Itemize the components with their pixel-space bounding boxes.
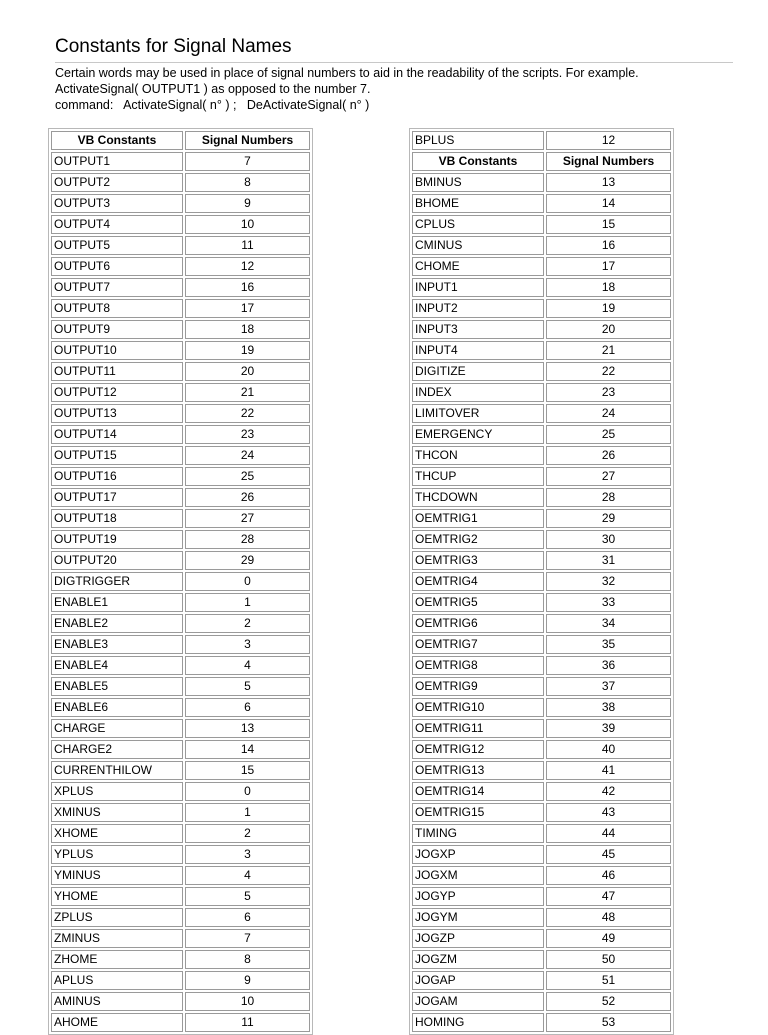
signal-number-cell: 30: [546, 530, 671, 549]
title-divider: [55, 62, 733, 63]
signal-number-cell: 15: [546, 215, 671, 234]
constant-name-cell: OEMTRIG5: [412, 593, 544, 612]
constant-name-cell: DIGITIZE: [412, 362, 544, 381]
table-row: [412, 740, 671, 759]
signal-number-cell: 44: [546, 824, 671, 843]
table-row: [412, 950, 671, 969]
signal-number-cell: 3: [185, 635, 310, 654]
table-row: [51, 488, 310, 507]
table-row: [51, 446, 310, 465]
constant-name-cell: THCDOWN: [412, 488, 544, 507]
signal-number-cell: 18: [546, 278, 671, 297]
table-row: [412, 236, 671, 255]
table-row: [51, 677, 310, 696]
signal-number-cell: 4: [185, 866, 310, 885]
constant-name-cell: ZMINUS: [51, 929, 183, 948]
constant-name-cell: CURRENTHILOW: [51, 761, 183, 780]
signal-number-cell: 46: [546, 866, 671, 885]
table-row: [51, 1013, 310, 1032]
table-row: [51, 467, 310, 486]
constant-name-cell: ENABLE6: [51, 698, 183, 717]
constant-name-cell: JOGZM: [412, 950, 544, 969]
table-row: [412, 803, 671, 822]
constant-name-cell: JOGYM: [412, 908, 544, 927]
signal-number-cell: 26: [185, 488, 310, 507]
signal-number-cell: 24: [185, 446, 310, 465]
signal-number-cell: 41: [546, 761, 671, 780]
constant-name-cell: OUTPUT3: [51, 194, 183, 213]
signal-table-right: [409, 128, 674, 1035]
signal-number-cell: 23: [546, 383, 671, 402]
constant-name-cell: THCON: [412, 446, 544, 465]
table-row: [51, 299, 310, 318]
constant-name-cell: INPUT3: [412, 320, 544, 339]
constant-name-cell: LIMITOVER: [412, 404, 544, 423]
table-row: [51, 761, 310, 780]
signal-number-cell: 22: [185, 404, 310, 423]
signal-number-cell: 8: [185, 950, 310, 969]
constant-name-cell: CHARGE2: [51, 740, 183, 759]
signal-number-cell: 9: [185, 194, 310, 213]
table-row: [412, 1013, 671, 1032]
constant-name-cell: CHARGE: [51, 719, 183, 738]
constant-name-cell: XMINUS: [51, 803, 183, 822]
signal-number-cell: 27: [185, 509, 310, 528]
signal-number-cell: 20: [546, 320, 671, 339]
table-row: [51, 719, 310, 738]
constant-name-cell: BHOME: [412, 194, 544, 213]
table-header-row: [51, 131, 310, 150]
constant-name-cell: OEMTRIG4: [412, 572, 544, 591]
table-header-row: [412, 152, 671, 171]
signal-number-cell: 5: [185, 887, 310, 906]
constant-name-cell: OEMTRIG15: [412, 803, 544, 822]
signal-number-cell: 14: [185, 740, 310, 759]
constant-name-cell: OEMTRIG1: [412, 509, 544, 528]
table-row: [412, 845, 671, 864]
signal-number-cell: 14: [546, 194, 671, 213]
intro-paragraph: [55, 65, 745, 113]
signal-number-cell: 4: [185, 656, 310, 675]
constant-name-cell: OEMTRIG13: [412, 761, 544, 780]
constant-name-cell: JOGYP: [412, 887, 544, 906]
header-signal-numbers: Signal Numbers: [546, 152, 671, 171]
signal-number-cell: 5: [185, 677, 310, 696]
signal-number-cell: 25: [185, 467, 310, 486]
constant-name-cell: YMINUS: [51, 866, 183, 885]
table-row: [412, 257, 671, 276]
table-row: [51, 320, 310, 339]
constant-name-cell: INPUT4: [412, 341, 544, 360]
constant-name-cell: OUTPUT8: [51, 299, 183, 318]
table-row: [412, 362, 671, 381]
signal-number-cell: 52: [546, 992, 671, 1011]
signal-number-cell: 17: [185, 299, 310, 318]
signal-number-cell: 42: [546, 782, 671, 801]
table-row: [412, 761, 671, 780]
table-row: [51, 803, 310, 822]
table-row: [412, 635, 671, 654]
signal-number-cell: 3: [185, 845, 310, 864]
table-row: [51, 152, 310, 171]
signal-number-cell: 28: [546, 488, 671, 507]
constant-name-cell: OEMTRIG6: [412, 614, 544, 633]
table-row: [51, 992, 310, 1011]
table-row: [51, 278, 310, 297]
signal-number-cell: 11: [185, 236, 310, 255]
table-row: [51, 929, 310, 948]
intro-line: command: ActivateSignal( n° ) ; DeActivateSignal( n° ): [55, 98, 370, 112]
constant-name-cell: OUTPUT12: [51, 383, 183, 402]
signal-number-cell: 7: [185, 929, 310, 948]
constant-name-cell: JOGXM: [412, 866, 544, 885]
constant-name-cell: OUTPUT10: [51, 341, 183, 360]
signal-number-cell: 31: [546, 551, 671, 570]
constant-name-cell: OUTPUT18: [51, 509, 183, 528]
signal-number-cell: 51: [546, 971, 671, 990]
header-vb-constants: VB Constants: [51, 131, 183, 150]
table-row: [412, 341, 671, 360]
table-row: [412, 173, 671, 192]
table-row: [412, 971, 671, 990]
constant-name-cell: OEMTRIG8: [412, 656, 544, 675]
signal-number-cell: 8: [185, 173, 310, 192]
constant-name-cell: OUTPUT9: [51, 320, 183, 339]
constant-name-cell: AHOME: [51, 1013, 183, 1032]
signal-number-cell: 37: [546, 677, 671, 696]
signal-number-cell: 28: [185, 530, 310, 549]
intro-line: Certain words may be used in place of signal numbers to aid in the readability of the scripts. For example.: [55, 66, 639, 80]
table-row: [412, 719, 671, 738]
constant-name-cell: OEMTRIG11: [412, 719, 544, 738]
table-row: [412, 467, 671, 486]
table-row: [51, 635, 310, 654]
table-row: [412, 131, 671, 150]
signal-number-cell: 49: [546, 929, 671, 948]
table-row: [412, 782, 671, 801]
signal-number-cell: 1: [185, 803, 310, 822]
table-row: [51, 656, 310, 675]
constant-name-cell: OUTPUT5: [51, 236, 183, 255]
table-row: [412, 488, 671, 507]
table-row: [412, 404, 671, 423]
signal-number-cell: 11: [185, 1013, 310, 1032]
constant-name-cell: ENABLE2: [51, 614, 183, 633]
signal-number-cell: 10: [185, 215, 310, 234]
signal-number-cell: 15: [185, 761, 310, 780]
signal-number-cell: 29: [546, 509, 671, 528]
table-row: [51, 740, 310, 759]
signal-number-cell: 16: [546, 236, 671, 255]
constant-name-cell: JOGAM: [412, 992, 544, 1011]
table-row: [412, 383, 671, 402]
signal-number-cell: 45: [546, 845, 671, 864]
table-row: [51, 173, 310, 192]
constant-name-cell: JOGAP: [412, 971, 544, 990]
table-row: [412, 992, 671, 1011]
table-row: [51, 698, 310, 717]
constant-name-cell: ENABLE3: [51, 635, 183, 654]
table-row: [51, 824, 310, 843]
signal-number-cell: 48: [546, 908, 671, 927]
table-row: [412, 320, 671, 339]
signal-number-cell: 21: [546, 341, 671, 360]
signal-number-cell: 10: [185, 992, 310, 1011]
signal-number-cell: 19: [185, 341, 310, 360]
constant-name-cell: EMERGENCY: [412, 425, 544, 444]
constant-name-cell: OUTPUT11: [51, 362, 183, 381]
signal-number-cell: 26: [546, 446, 671, 465]
constant-name-cell: OUTPUT1: [51, 152, 183, 171]
constant-name-cell: ZPLUS: [51, 908, 183, 927]
constant-name-cell: INPUT2: [412, 299, 544, 318]
constant-name-cell: OUTPUT6: [51, 257, 183, 276]
signal-number-cell: 16: [185, 278, 310, 297]
constant-name-cell: TIMING: [412, 824, 544, 843]
constant-name-cell: XHOME: [51, 824, 183, 843]
signal-number-cell: 1: [185, 593, 310, 612]
constant-name-cell: INDEX: [412, 383, 544, 402]
signal-number-cell: 35: [546, 635, 671, 654]
signal-number-cell: 19: [546, 299, 671, 318]
table-row: [51, 383, 310, 402]
constant-name-cell: THCUP: [412, 467, 544, 486]
table-row: [51, 614, 310, 633]
table-row: [51, 551, 310, 570]
constant-name-cell: APLUS: [51, 971, 183, 990]
constant-name-cell: OEMTRIG10: [412, 698, 544, 717]
signal-number-cell: 0: [185, 782, 310, 801]
signal-number-cell: 40: [546, 740, 671, 759]
table-row: [51, 887, 310, 906]
signal-number-cell: 6: [185, 908, 310, 927]
table-row: [51, 236, 310, 255]
constant-name-cell: OEMTRIG14: [412, 782, 544, 801]
signal-number-cell: 17: [546, 257, 671, 276]
constant-name-cell: INPUT1: [412, 278, 544, 297]
table-row: [412, 551, 671, 570]
constant-name-cell: OUTPUT14: [51, 425, 183, 444]
signal-number-cell: 13: [185, 719, 310, 738]
table-row: [51, 509, 310, 528]
constant-name-cell: OEMTRIG9: [412, 677, 544, 696]
table-row: [412, 299, 671, 318]
table-row: [51, 404, 310, 423]
constant-name-cell: BMINUS: [412, 173, 544, 192]
table-row: [412, 908, 671, 927]
table-row: [51, 572, 310, 591]
signal-number-cell: 9: [185, 971, 310, 990]
table-row: [51, 971, 310, 990]
constant-name-cell: OUTPUT7: [51, 278, 183, 297]
table-row: [412, 866, 671, 885]
signal-number-cell: 12: [185, 257, 310, 276]
constant-name-cell: HOMING: [412, 1013, 544, 1032]
table-row: [51, 908, 310, 927]
table-row: [51, 530, 310, 549]
signal-number-cell: 6: [185, 698, 310, 717]
signal-number-cell: 23: [185, 425, 310, 444]
table-row: [412, 614, 671, 633]
table-row: [412, 824, 671, 843]
signal-number-cell: 7: [185, 152, 310, 171]
constant-name-cell: OUTPUT17: [51, 488, 183, 507]
table-row: [51, 866, 310, 885]
constant-name-cell: ENABLE5: [51, 677, 183, 696]
table-row: [51, 593, 310, 612]
constant-name-cell: CHOME: [412, 257, 544, 276]
signal-number-cell: 21: [185, 383, 310, 402]
constant-name-cell: YHOME: [51, 887, 183, 906]
constant-name-cell: OEMTRIG2: [412, 530, 544, 549]
signal-number-cell: 36: [546, 656, 671, 675]
table-row: [412, 572, 671, 591]
table-row: [412, 698, 671, 717]
table-row: [51, 215, 310, 234]
table-row: [412, 929, 671, 948]
signal-number-cell: 2: [185, 824, 310, 843]
header-signal-numbers: Signal Numbers: [185, 131, 310, 150]
table-row: [412, 530, 671, 549]
signal-table-left: [48, 128, 313, 1035]
constant-name-cell: ENABLE1: [51, 593, 183, 612]
table-row: [51, 425, 310, 444]
table-row: [51, 362, 310, 381]
table-row: [51, 257, 310, 276]
constant-name-cell: ZHOME: [51, 950, 183, 969]
table-row: [412, 509, 671, 528]
signal-number-cell: 22: [546, 362, 671, 381]
table-row: [51, 194, 310, 213]
header-vb-constants: VB Constants: [412, 152, 544, 171]
signal-number-cell: 50: [546, 950, 671, 969]
table-row: [51, 845, 310, 864]
constant-name-cell: OUTPUT13: [51, 404, 183, 423]
signal-number-cell: 34: [546, 614, 671, 633]
table-row: [412, 194, 671, 213]
constant-name-cell: JOGZP: [412, 929, 544, 948]
table-row: [412, 593, 671, 612]
signal-number-cell: 33: [546, 593, 671, 612]
constant-name-cell: XPLUS: [51, 782, 183, 801]
signal-number-cell: 53: [546, 1013, 671, 1032]
constant-name-cell: ENABLE4: [51, 656, 183, 675]
constant-name-cell: OUTPUT19: [51, 530, 183, 549]
constant-name-cell: OEMTRIG3: [412, 551, 544, 570]
table-row: [51, 950, 310, 969]
signal-number-cell: 29: [185, 551, 310, 570]
signal-number-cell: 39: [546, 719, 671, 738]
table-row: [412, 425, 671, 444]
signal-number-cell: 47: [546, 887, 671, 906]
table-row: [412, 887, 671, 906]
signal-number-cell: 13: [546, 173, 671, 192]
signal-number-cell: 38: [546, 698, 671, 717]
signal-number-cell: 12: [546, 131, 671, 150]
signal-number-cell: 25: [546, 425, 671, 444]
constant-name-cell: OEMTRIG12: [412, 740, 544, 759]
table-row: [412, 215, 671, 234]
constant-name-cell: OEMTRIG7: [412, 635, 544, 654]
signal-number-cell: 20: [185, 362, 310, 381]
constant-name-cell: DIGTRIGGER: [51, 572, 183, 591]
table-row: [412, 446, 671, 465]
table-row: [51, 341, 310, 360]
constant-name-cell: CPLUS: [412, 215, 544, 234]
signal-number-cell: 0: [185, 572, 310, 591]
constant-name-cell: AMINUS: [51, 992, 183, 1011]
signal-number-cell: 18: [185, 320, 310, 339]
signal-number-cell: 32: [546, 572, 671, 591]
signal-number-cell: 43: [546, 803, 671, 822]
constant-name-cell: OUTPUT4: [51, 215, 183, 234]
constant-name-cell: OUTPUT20: [51, 551, 183, 570]
table-row: [412, 278, 671, 297]
constant-name-cell: YPLUS: [51, 845, 183, 864]
constant-name-cell: OUTPUT16: [51, 467, 183, 486]
constant-name-cell: BPLUS: [412, 131, 544, 150]
table-row: [412, 677, 671, 696]
constant-name-cell: OUTPUT15: [51, 446, 183, 465]
table-row: [412, 656, 671, 675]
signal-number-cell: 2: [185, 614, 310, 633]
constant-name-cell: CMINUS: [412, 236, 544, 255]
table-row: [51, 782, 310, 801]
intro-line: ActivateSignal( OUTPUT1 ) as opposed to the number 7.: [55, 82, 371, 96]
signal-number-cell: 27: [546, 467, 671, 486]
constant-name-cell: OUTPUT2: [51, 173, 183, 192]
page-title: Constants for Signal Names: [55, 36, 292, 57]
signal-number-cell: 24: [546, 404, 671, 423]
constant-name-cell: JOGXP: [412, 845, 544, 864]
